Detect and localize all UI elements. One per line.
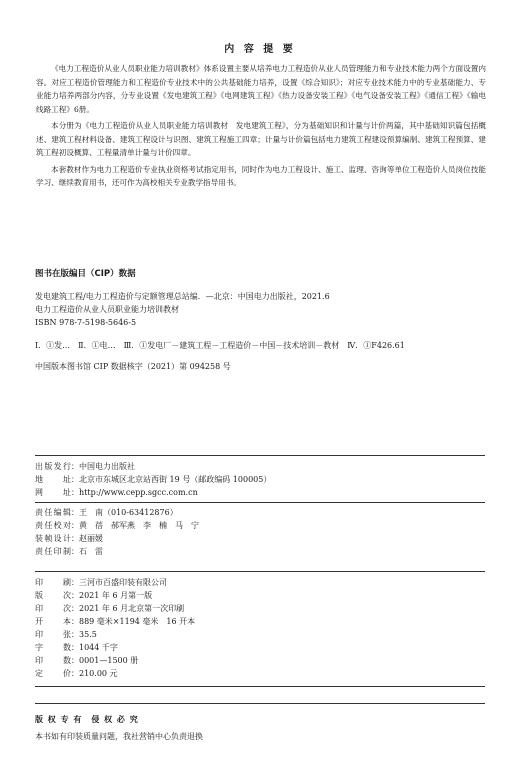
divider: [35, 571, 485, 572]
field-value: 石 雷: [79, 547, 103, 556]
field-value: 赵丽媛: [79, 534, 103, 543]
field-label: 责任编辑: [35, 508, 71, 517]
field-value: 北京市东城区北京站西街 19 号（邮政编码 100005）: [79, 475, 272, 484]
field-value: 中国电力出版社: [79, 462, 135, 471]
print-row: 开本 ： 889 毫米×1194 毫米 16 开本: [35, 615, 485, 628]
field-label: 责任校对: [35, 521, 71, 530]
field-label: 网 址: [35, 488, 71, 497]
summary-section: [36, 62, 486, 193]
cip-heading: 图书在版编目（CIP）数据: [35, 269, 136, 279]
field-value: 889 毫米×1194 毫米 16 开本: [79, 617, 196, 626]
field-label: 责任印制: [35, 547, 71, 556]
print-row: 印次 ： 2021 年 6 月北京第一次印刷: [35, 602, 485, 615]
editor-row: 装帧设计 ： 赵丽媛: [35, 532, 485, 545]
cip-section: [35, 290, 495, 373]
website-link[interactable]: http://www.cepp.sgcc.com.cn: [79, 488, 198, 497]
cip-title-line: 发电建筑工程/电力工程造价与定额管理总站编．—北京：中国电力出版社，2021.6: [35, 292, 330, 301]
cip-series-line: 电力工程造价从业人员职业能力培训教材: [35, 305, 179, 314]
publisher-info: [35, 460, 485, 499]
divider: [35, 686, 485, 687]
editor-row: 责任校对 ： 黄 蓓 郝军燕 李 楠 马 宁: [35, 519, 485, 532]
summary-paragraph: 《电力工程造价从业人员职业能力培训教材》体系设置主要从培养电力工程造价从业人员管理能力和专业技术能力两个方面设置内容。对应工程造价管理能力和工程造价专业技术中的公共基础能力培养，设置《综合知识》；对应专业技术能力中的专业基础能力、专业能力培养两部分内容，分专业设置《发电建筑工程》《电网建筑工程》《热力设备安装工程》《电气设备安装工程》《通信工程》《输电线路工程》6册。: [36, 64, 486, 114]
field-value: 1044 千字: [79, 643, 118, 652]
field-label: 印张: [35, 630, 71, 639]
summary-paragraph: 本套教材作为电力工程造价专业执业资格考试指定用书，同时作为电力工程设计、施工、监理、咨询等单位工程造价人员岗位技能学习、继续教育用书，还可作为高校相关专业教学指导用书。: [36, 164, 486, 187]
copyright-title: 版 权 专 有 侵 权 必 究: [35, 715, 139, 724]
print-row: 印张 ： 35.5: [35, 628, 485, 641]
summary-title: 内 容 提 要: [224, 44, 296, 55]
print-row: 定价 ： 210.00 元: [35, 667, 485, 680]
print-row: 字数 ： 1044 千字: [35, 641, 485, 654]
field-label: 装帧设计: [35, 534, 71, 543]
field-value: 2021 年 6 月北京第一次印刷: [79, 604, 185, 613]
cip-isbn-line: ISBN 978-7-5198-5646-5: [35, 318, 137, 327]
field-label: 印刷: [35, 578, 71, 587]
print-row: 版次 ： 2021 年 6 月第一版: [35, 589, 485, 602]
price-value: 210.00 元: [79, 669, 118, 678]
summary-paragraph: 本分册为《电力工程造价从业人员职业能力培训教材 发电建筑工程》，分为基础知识和计量与计价两篇，其中基础知识篇包括概述、建筑工程材料设备、建筑工程设计与识图、建筑工程施工四章；计量与计价篇包括电力建筑工程建设预算编制、建筑工程预算、建筑工程初设概算、工程量清单计量与计价四章。: [36, 121, 486, 157]
field-label: 字数: [35, 643, 71, 652]
publisher-row: 地 址 ： 北京市东城区北京站西街 19 号（邮政编码 100005）: [35, 473, 485, 486]
editor-row: 责任印制 ： 石 雷: [35, 545, 485, 558]
divider: [35, 455, 485, 456]
field-value: 35.5: [79, 630, 97, 639]
field-label: 地 址: [35, 475, 71, 484]
cip-classification: Ⅰ．①发… Ⅱ．①电… Ⅲ．①发电厂－建筑工程－工程造价－中国－技术培训－教材 Ⅳ．①F426.61: [35, 341, 405, 350]
field-label: 定价: [35, 669, 71, 678]
print-row: 印数 ： 0001—1500 册: [35, 654, 485, 667]
field-label: 印次: [35, 604, 71, 613]
field-value: 0001—1500 册: [79, 656, 139, 665]
field-label: 印数: [35, 656, 71, 665]
publisher-row: 网 址 ： http://www.cepp.sgcc.com.cn: [35, 486, 485, 499]
print-row: 印刷 ： 三河市百盛印装有限公司: [35, 576, 485, 589]
print-info: [35, 576, 485, 680]
field-value: 王 南（010-63412876）: [79, 508, 178, 517]
field-value: 三河市百盛印装有限公司: [79, 578, 167, 587]
field-label: 出版发行: [35, 462, 71, 471]
divider: [35, 703, 485, 704]
field-label: 版次: [35, 591, 71, 600]
publisher-row: 出版发行 ： 中国电力出版社: [35, 460, 485, 473]
editor-row: 责任编辑 ： 王 南（010-63412876）: [35, 506, 485, 519]
divider: [35, 502, 485, 503]
field-value: 2021 年 6 月第一版: [79, 591, 153, 600]
editor-info: [35, 506, 485, 558]
field-value: 黄 蓓 郝军燕 李 楠 马 宁: [79, 521, 199, 530]
copyright-note: 本书如有印装质量问题，我社营销中心负责退换: [35, 732, 203, 741]
field-label: 开本: [35, 617, 71, 626]
cip-record-id: 中国版本图书馆 CIP 数据核字（2021）第 094258 号: [35, 362, 231, 371]
